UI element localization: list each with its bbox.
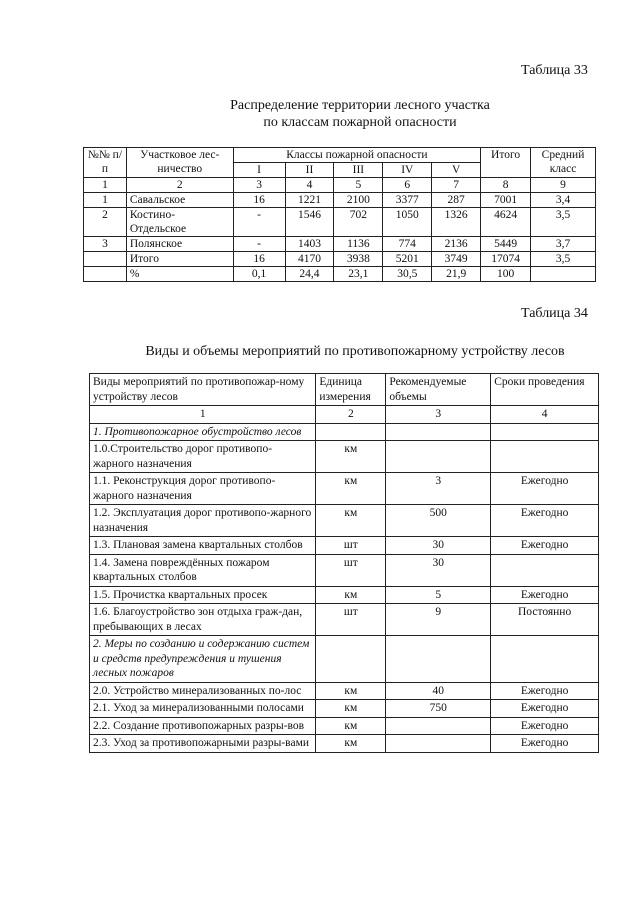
header-class: IV — [383, 163, 432, 178]
row-volume: 500 — [386, 505, 491, 537]
row-value: 3938 — [334, 252, 383, 267]
index-cell: 1 — [90, 406, 316, 424]
row-volume — [386, 636, 491, 683]
table33-title-line1: Распределение территории лесного участка — [230, 98, 490, 113]
row-activity: 2.1. Уход за минерализованными полосами — [90, 700, 316, 718]
table33-label: Таблица 33 — [521, 63, 588, 78]
row-avg — [531, 267, 596, 282]
row-avg: 3,4 — [531, 193, 596, 208]
row-activity: 2.3. Уход за противопожарными разры-вами — [90, 735, 316, 753]
row-volume: 5 — [386, 586, 491, 604]
index-cell: 6 — [383, 178, 432, 193]
row-total: 5449 — [481, 237, 531, 252]
table-row — [90, 604, 599, 636]
row-volume: 30 — [386, 537, 491, 555]
row-num — [84, 252, 127, 267]
row-volume: 30 — [386, 554, 491, 586]
header-activity: Виды мероприятий по противопожар-ному устройству лесов — [90, 374, 316, 406]
row-period — [491, 441, 599, 473]
row-period: Ежегодно — [491, 537, 599, 555]
row-unit: км — [316, 586, 386, 604]
row-activity: 2. Меры по созданию и содержанию систем и средств предупреждения и тушения лесных пожаров — [90, 636, 316, 683]
table-row — [84, 237, 596, 252]
row-volume — [386, 423, 491, 441]
header-volume: Рекомендуемые объемы — [386, 374, 491, 406]
row-volume — [386, 717, 491, 735]
row-name: % — [126, 267, 233, 282]
table33-title-line2: по классам пожарной опасности — [263, 115, 457, 130]
table-row — [90, 682, 599, 700]
fire-classes-table — [83, 147, 596, 282]
table-row — [84, 193, 596, 208]
row-period: Ежегодно — [491, 473, 599, 505]
table-row — [90, 554, 599, 586]
row-volume: 3 — [386, 473, 491, 505]
row-value: 1326 — [432, 208, 481, 237]
index-row — [84, 178, 596, 193]
row-activity: 1.4. Замена повреждённых пожаром квартальных столбов — [90, 554, 316, 586]
row-unit — [316, 423, 386, 441]
row-value: 2100 — [334, 193, 383, 208]
table-row — [90, 717, 599, 735]
table33-title — [170, 97, 550, 131]
row-unit: км — [316, 682, 386, 700]
row-avg: 3,5 — [531, 208, 596, 237]
index-cell: 3 — [233, 178, 285, 193]
header-classes: Классы пожарной опасности — [233, 148, 480, 163]
index-cell: 2 — [316, 406, 386, 424]
row-activity: 1.6. Благоустройство зон отдыха граж-дан, пребывающих в лесах — [90, 604, 316, 636]
row-activity: 2.0. Устройство минерализованных по-лос — [90, 682, 316, 700]
section-row — [90, 423, 599, 441]
row-unit: км — [316, 473, 386, 505]
index-cell: 3 — [386, 406, 491, 424]
row-unit — [316, 636, 386, 683]
row-value: 1136 — [334, 237, 383, 252]
row-value: 5201 — [383, 252, 432, 267]
row-unit: шт — [316, 537, 386, 555]
row-value: 2136 — [432, 237, 481, 252]
row-unit: шт — [316, 604, 386, 636]
header-forestry: Участковое лес-ничество — [126, 148, 233, 178]
index-cell: 8 — [481, 178, 531, 193]
header-period: Сроки проведения — [491, 374, 599, 406]
index-cell: 5 — [334, 178, 383, 193]
row-name: Итого — [126, 252, 233, 267]
row-value: 1403 — [285, 237, 334, 252]
row-num — [84, 267, 127, 282]
row-activity: 2.2. Создание противопожарных разры-вов — [90, 717, 316, 735]
row-name: Полянское — [126, 237, 233, 252]
table-row — [90, 473, 599, 505]
row-value: - — [233, 208, 285, 237]
section-row — [90, 636, 599, 683]
index-cell: 4 — [491, 406, 599, 424]
row-value: 3377 — [383, 193, 432, 208]
header-unit: Единица измерения — [316, 374, 386, 406]
row-activity: 1.1. Реконструкция дорог противопо-жарного назначения — [90, 473, 316, 505]
row-value: 24,4 — [285, 267, 334, 282]
row-unit: км — [316, 700, 386, 718]
row-period — [491, 423, 599, 441]
row-value: 774 — [383, 237, 432, 252]
row-period: Постоянно — [491, 604, 599, 636]
row-value: 30,5 — [383, 267, 432, 282]
index-cell: 2 — [126, 178, 233, 193]
row-value: 287 — [432, 193, 481, 208]
row-period: Ежегодно — [491, 735, 599, 753]
row-total: 17074 — [481, 252, 531, 267]
header-total: Итого — [481, 148, 531, 178]
row-value: 1221 — [285, 193, 334, 208]
row-unit: км — [316, 735, 386, 753]
table-row — [90, 441, 599, 473]
row-value: 4170 — [285, 252, 334, 267]
row-volume: 750 — [386, 700, 491, 718]
row-total: 4624 — [481, 208, 531, 237]
row-activity: 1.5. Прочистка квартальных просек — [90, 586, 316, 604]
total-row — [84, 252, 596, 267]
table-row — [90, 505, 599, 537]
row-volume: 9 — [386, 604, 491, 636]
row-avg: 3,5 — [531, 252, 596, 267]
row-period: Ежегодно — [491, 505, 599, 537]
header-class: III — [334, 163, 383, 178]
row-unit: км — [316, 505, 386, 537]
row-value: 1050 — [383, 208, 432, 237]
table-row — [90, 537, 599, 555]
row-activity: 1.3. Плановая замена квартальных столбов — [90, 537, 316, 555]
row-activity: 1.0.Строительство дорог противопо-жарного назначения — [90, 441, 316, 473]
row-value: 0,1 — [233, 267, 285, 282]
row-total: 100 — [481, 267, 531, 282]
row-value: 16 — [233, 193, 285, 208]
index-cell: 1 — [84, 178, 127, 193]
index-cell: 7 — [432, 178, 481, 193]
row-unit: км — [316, 717, 386, 735]
header-class: II — [285, 163, 334, 178]
row-activity: 1.2. Эксплуатация дорог противопо-жарного назначения — [90, 505, 316, 537]
row-value: - — [233, 237, 285, 252]
row-period: Ежегодно — [491, 586, 599, 604]
row-value: 702 — [334, 208, 383, 237]
row-period: Ежегодно — [491, 682, 599, 700]
row-value: 1546 — [285, 208, 334, 237]
row-avg: 3,7 — [531, 237, 596, 252]
row-period — [491, 636, 599, 683]
row-num: 1 — [84, 193, 127, 208]
row-value: 16 — [233, 252, 285, 267]
row-value: 23,1 — [334, 267, 383, 282]
row-period: Ежегодно — [491, 700, 599, 718]
header-num: №№ п/п — [84, 148, 127, 178]
row-value: 3749 — [432, 252, 481, 267]
index-cell: 4 — [285, 178, 334, 193]
index-row — [90, 406, 599, 424]
row-period — [491, 554, 599, 586]
table-row — [84, 208, 596, 237]
row-unit: шт — [316, 554, 386, 586]
row-activity: 1. Противопожарное обустройство лесов — [90, 423, 316, 441]
row-unit: км — [316, 441, 386, 473]
header-class: V — [432, 163, 481, 178]
row-num: 3 — [84, 237, 127, 252]
table-row — [90, 586, 599, 604]
header-class: I — [233, 163, 285, 178]
row-period: Ежегодно — [491, 717, 599, 735]
header-avg: Средний класс — [531, 148, 596, 178]
fire-measures-table — [89, 373, 599, 753]
index-cell: 9 — [531, 178, 596, 193]
row-num: 2 — [84, 208, 127, 237]
row-name: Костино-Отдельское — [126, 208, 233, 237]
percent-row — [84, 267, 596, 282]
row-value: 21,9 — [432, 267, 481, 282]
row-volume — [386, 735, 491, 753]
row-volume: 40 — [386, 682, 491, 700]
row-volume — [386, 441, 491, 473]
table34-label: Таблица 34 — [521, 306, 588, 321]
row-total: 7001 — [481, 193, 531, 208]
table34-title: Виды и объемы мероприятий по противопожарному устройству лесов — [145, 344, 565, 359]
table-row — [90, 735, 599, 753]
row-name: Савальское — [126, 193, 233, 208]
table-row — [90, 700, 599, 718]
